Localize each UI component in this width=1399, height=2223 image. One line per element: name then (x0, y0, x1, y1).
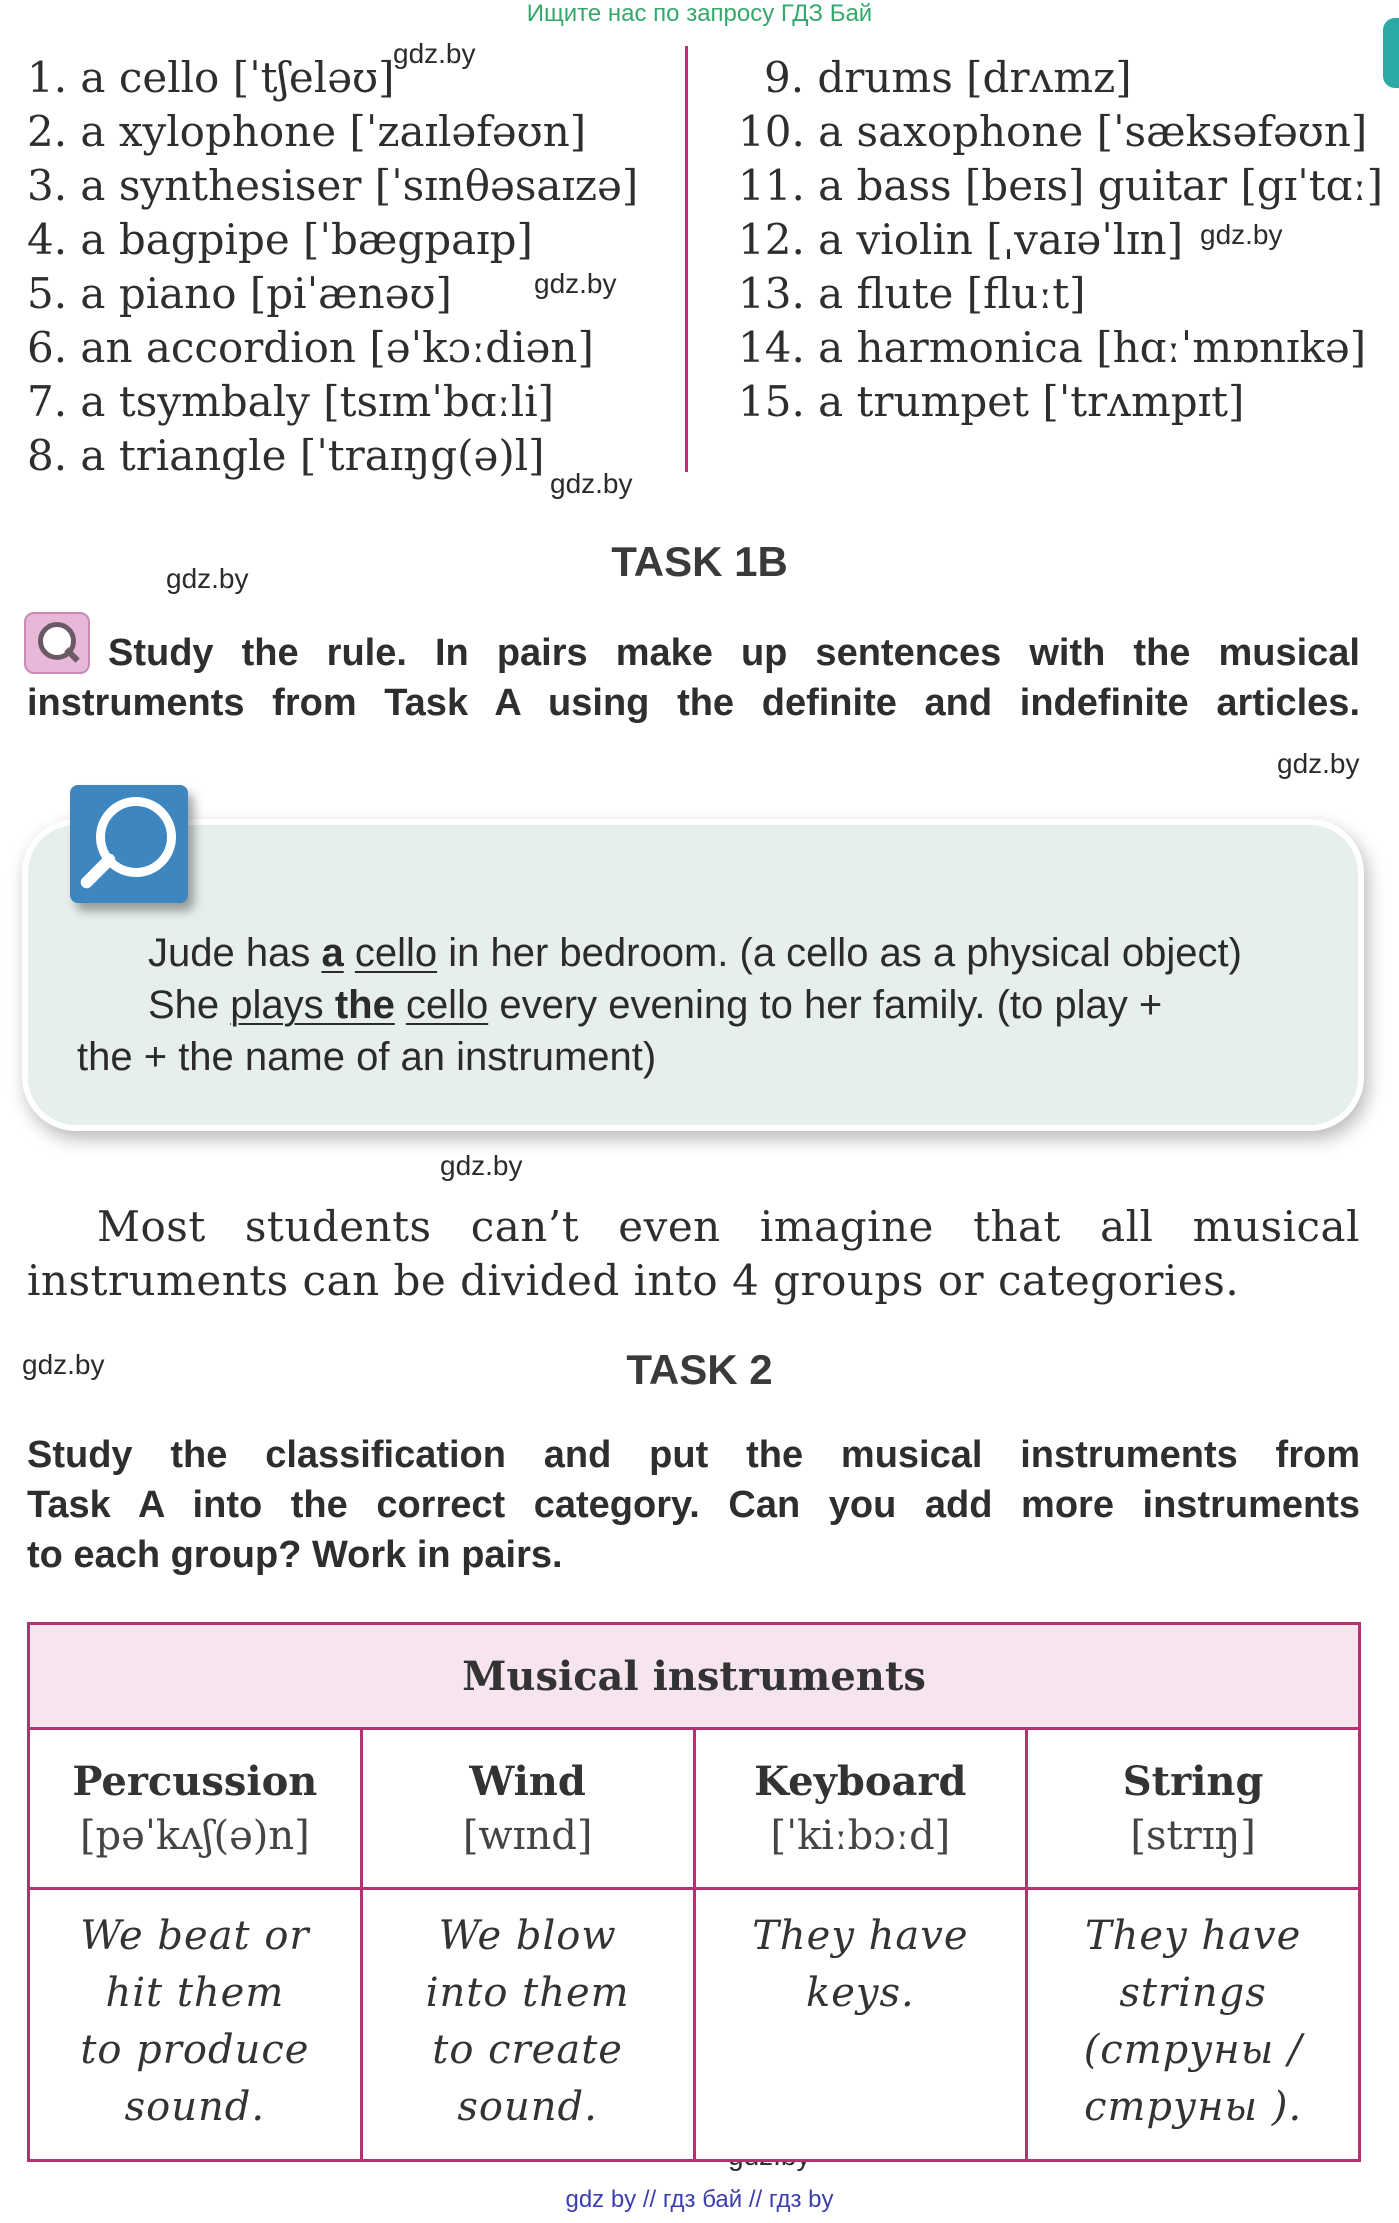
description-line: hit them (105, 1970, 285, 2016)
description-line: sound. (457, 2084, 598, 2130)
category-name: String (1122, 1757, 1264, 1805)
vocab-item: 3. a synthesiser [ˈsɪnθəsaɪzə] (27, 161, 639, 210)
page-tab-marker (1383, 18, 1399, 88)
top-banner[interactable]: Ищите нас по запросу ГДЗ Бай (526, 0, 873, 27)
watermark: gdz.by (393, 38, 476, 69)
description-line: into them (425, 1970, 630, 2016)
description-line: keys. (806, 1970, 915, 2016)
watermark: gdz.by (440, 1150, 523, 1181)
rule-text: in her bedroom. (a cello as a physical object) (437, 931, 1242, 975)
description-line: strings (1119, 1970, 1267, 2016)
magnifier-icon (70, 785, 188, 903)
vocab-item: 4. a bagpipe [ˈbægpaɪp] (27, 215, 533, 264)
description-line: to produce (80, 2027, 310, 2073)
description-string (1027, 1889, 1360, 2161)
vocab-list-right (738, 51, 1383, 429)
category-percussion (29, 1729, 362, 1889)
rule-sentence-2 (148, 979, 1162, 1031)
rule-article: a (321, 931, 344, 975)
task-2-instruction-line3: to each group? Work in pairs. (27, 1534, 563, 1576)
description-line: to create (432, 2027, 623, 2073)
category-name: Percussion (72, 1757, 318, 1805)
category-transcription: [strɪŋ] (1130, 1812, 1256, 1859)
task-1b-instruction-line2: instruments from Task A using the definite and indefinite articles. (27, 682, 1360, 724)
category-transcription: [ˈkiːbɔːd] (770, 1812, 951, 1859)
watermark: gdz.by (1277, 748, 1360, 779)
vocab-item: 10. a saxophone [ˈsæksəfəʊn] (738, 107, 1368, 156)
rule-article: the (334, 983, 395, 1027)
category-name: Keyboard (754, 1757, 967, 1805)
table-header: Musical instruments (29, 1624, 1360, 1729)
instruments-table (27, 1622, 1361, 2162)
category-transcription: [wɪnd] (462, 1812, 593, 1859)
vocab-item: 2. a xylophone [ˈzaɪləfəʊn] (27, 107, 587, 156)
rule-sentence-1 (148, 927, 1242, 979)
vocab-item: 12. a violin [ˌvaɪəˈlɪn] (738, 215, 1184, 264)
description-line: We blow (438, 1913, 617, 1959)
watermark: gdz.by (22, 1349, 105, 1380)
rule-sentence-3: the + the name of an instrument) (77, 1035, 657, 1079)
category-keyboard (694, 1729, 1027, 1889)
description-line: (струны / (1083, 2027, 1303, 2073)
watermark: gdz.by (166, 563, 249, 594)
rule-verb: plays (230, 983, 324, 1027)
watermark: gdz.by (1200, 219, 1283, 250)
category-wind (361, 1729, 694, 1889)
task-2-title: TASK 2 (626, 1346, 773, 1393)
footer-links[interactable]: gdz by // гдз бай // гдз by (565, 2186, 834, 2213)
search-icon (24, 612, 90, 674)
paragraph-line2: instruments can be divided into 4 groups or categories. (27, 1256, 1240, 1305)
description-line: струны ). (1084, 2084, 1303, 2130)
rule-noun: cello (354, 931, 438, 975)
rule-text: Jude has (148, 931, 322, 975)
vocab-item: 5. a piano [piˈænəʊ] (27, 269, 452, 318)
paragraph-line1: Most students can’t even imagine that all musical (97, 1202, 1360, 1251)
vocab-item: 14. a harmonica [hɑːˈmɒnɪkə] (738, 323, 1367, 372)
category-name: Wind (469, 1757, 586, 1805)
category-string (1027, 1729, 1360, 1889)
column-divider (685, 46, 688, 472)
task-1b-title: TASK 1B (611, 538, 788, 585)
rule-text: every evening to her family. (to play + (488, 983, 1163, 1027)
rule-text: She (148, 983, 231, 1027)
rule-noun: cello (405, 983, 489, 1027)
description-line: They have (752, 1913, 969, 1959)
description-wind (361, 1889, 694, 2161)
description-percussion (29, 1889, 362, 2161)
vocab-list-left (27, 51, 638, 483)
vocab-item: 11. a bass [beɪs] guitar [gɪˈtɑː] (738, 161, 1384, 210)
watermark: gdz.by (534, 268, 617, 299)
watermark: gdz.by (550, 468, 633, 499)
task-2-instruction-line2: Task A into the correct category. Can you add more instruments (27, 1484, 1360, 1526)
vocab-item: 7. a tsymbaly [tsɪmˈbɑːli] (27, 377, 555, 426)
vocab-item: 9. drums [drʌmz] (764, 53, 1132, 102)
vocab-item: 8. a triangle [ˈtraɪŋg(ə)l] (27, 431, 545, 480)
vocab-item: 1. a cello [ˈtʃeləʊ] (27, 53, 395, 102)
description-line: We beat or (80, 1913, 310, 1959)
task-1b-instruction-line1: Study the rule. In pairs make up sentences with the musical (108, 632, 1360, 674)
vocab-item: 15. a trumpet [ˈtrʌmpɪt] (738, 377, 1245, 426)
category-transcription: [pəˈkʌʃ(ə)n] (79, 1812, 310, 1859)
vocab-item: 6. an accordion [əˈkɔːdiən] (27, 323, 594, 372)
description-keyboard (694, 1889, 1027, 2161)
description-line: They have (1084, 1913, 1302, 1959)
description-line: sound. (124, 2084, 266, 2130)
vocab-item: 13. a flute [fluːt] (738, 269, 1086, 318)
task-2-instruction-line1: Study the classification and put the musical instruments from (27, 1434, 1360, 1476)
